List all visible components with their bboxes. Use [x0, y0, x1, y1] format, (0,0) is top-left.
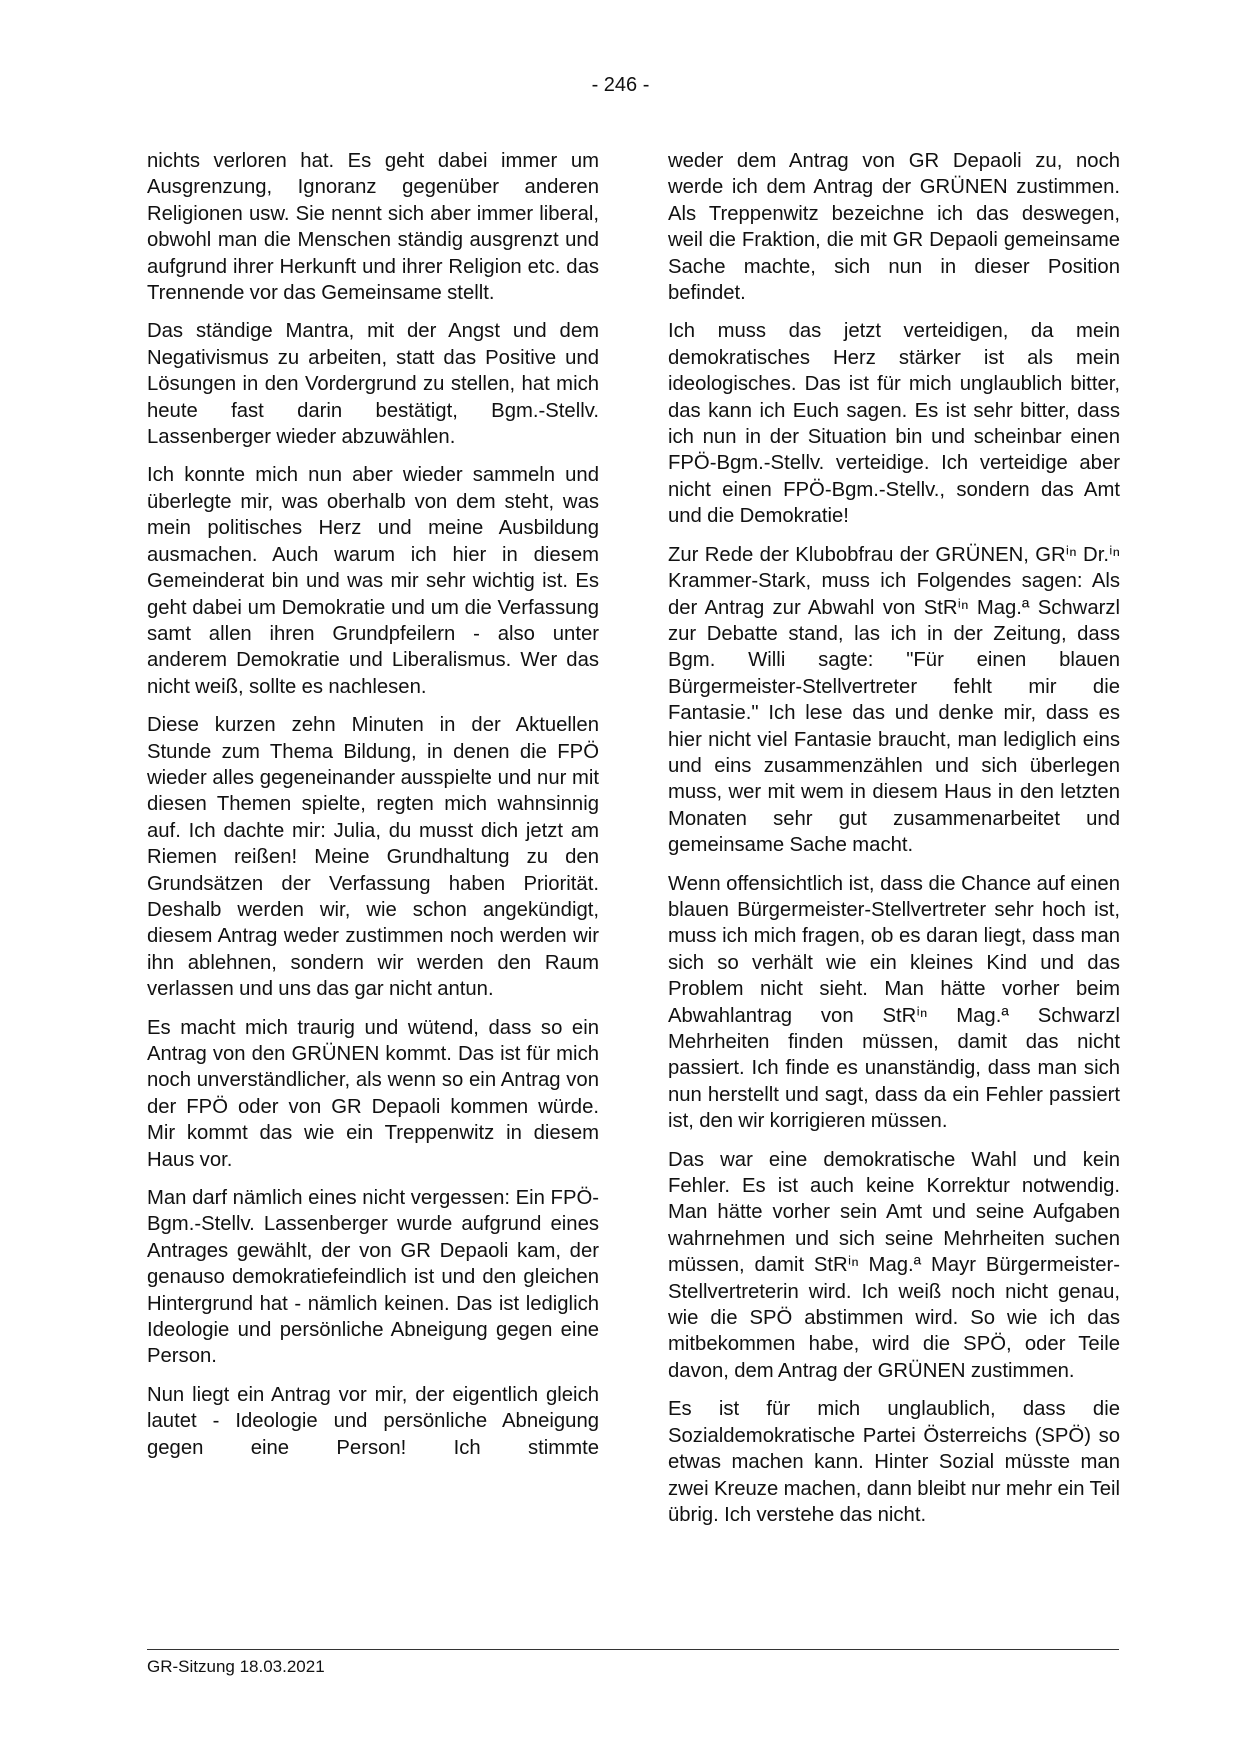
paragraph: Es macht mich traurig und wütend, dass so ein Antrag von den GRÜNEN kommt. Das ist für mich noch unverständlicher, als wenn so ein Antrag von der FPÖ oder von GR Depaoli kommen würde. Mir kommt das wie ein Treppenwitz in diesem Haus vor. — [147, 1016, 599, 1171]
left-column — [147, 148, 599, 1473]
paragraph: Das war eine demokratische Wahl und kein Fehler. Es ist auch keine Korrektur notwendig. Man hätte vorher sein Amt und seine Aufgaben wahrnehmen und sich seine Mehrheiten suchen müssen, damit StRⁱⁿ Mag.ª Mayr Bürgermeister-Stellvertreterin wird. Ich weiß noch nicht genau, wie die SPÖ abstimmen wird. So wie ich das mitbekommen habe, wird die SPÖ, oder Teile davon, dem Antrag der GRÜNEN zustimmen. — [668, 1148, 1120, 1382]
paragraph: Ich muss das jetzt verteidigen, da mein demokratisches Herz stärker ist als mein ideologisches. Das ist für mich unglaublich bitter, das kann ich Euch sagen. Es ist sehr bitter, dass ich nun in der Situation bin und scheinbar einen FPÖ-Bgm.-Stellv. verteidige. Ich verteidige aber nicht einen FPÖ-Bgm.-Stellv., sondern das Amt und die Demokratie! — [668, 320, 1120, 528]
paragraph: Zur Rede der Klubobfrau der GRÜNEN, GRⁱⁿ Dr.ⁱⁿ Krammer-Stark, muss ich Folgendes sagen: Als der Antrag zur Abwahl von StRⁱⁿ Mag.ª Schwarzl zur Debatte stand, las ich in der Zeitung, dass Bgm. Willi sagte: "Für einen blauen Bürgermeister-Stellvertreter fehlt mir die Fantasie." Ich lese das und denke mir, dass es hier nicht viel Fantasie braucht, man lediglich eins und eins zusammenzählen und sich überlegen muss, wer mit wem in diesem Haus in den letzten Monaten sehr gut zusammenarbeitet und gemeinsame Sache macht. — [668, 543, 1120, 857]
paragraph: Diese kurzen zehn Minuten in der Aktuellen Stunde zum Thema Bildung, in denen die FPÖ wieder alles gegeneinander ausspielte und nur mit diesen Themen spielte, regten mich wahnsinnig auf. Ich dachte mir: Julia, du musst dich jetzt am Riemen reißen! Meine Grundhaltung zu den Grundsätzen der Verfassung haben Priorität. Deshalb werden wir, wie schon angekündigt, diesem Antrag weder zustimmen noch werden wir ihn ablehnen, sondern wir werden den Raum verlassen und uns das gar nicht antun. — [147, 714, 599, 1001]
footer-divider — [147, 1649, 1119, 1650]
paragraph: Wenn offensichtlich ist, dass die Chance auf einen blauen Bürgermeister-Stellvertreter sehr hoch ist, muss ich mich fragen, ob es daran liegt, dass man sich so verhält wie ein kleines Kind und das Problem nicht sieht. Man hätte vorher beim Abwahlantrag von StRⁱⁿ Mag.ª Schwarzl Mehrheiten finden müssen, damit das nicht passiert. Ich finde es unanständig, dass man sich nun herstellt und sagt, dass da ein Fehler passiert ist, den wir korrigieren müssen. — [668, 872, 1120, 1133]
paragraph: Das ständige Mantra, mit der Angst und dem Negativismus zu arbeiten, statt das Positive und Lösungen in den Vordergrund zu stellen, hat mich heute fast darin bestätigt, Bgm.-Stellv. Lassenberger wieder abzuwählen. — [147, 320, 599, 449]
page-number: - 246 - — [591, 74, 650, 96]
paragraph: Man darf nämlich eines nicht vergessen: Ein FPÖ-Bgm.-Stellv. Lassenberger wurde aufgrund eines Antrages gewählt, der von GR Depaoli kam, der genauso demokratiefeindlich ist und den gleichen Hintergrund hat - nämlich keinen. Das ist lediglich Ideologie und persönliche Abneigung gegen eine Person. — [147, 1187, 599, 1368]
footer-session-date: GR-Sitzung 18.03.2021 — [147, 1657, 325, 1676]
paragraph: Es ist für mich unglaublich, dass die Sozialdemokratische Partei Österreichs (SPÖ) so etwas machen kann. Hinter Sozial müsste man zwei Kreuze machen, dann bleibt nur mehr ein Teil übrig. Ich verstehe das nicht. — [668, 1398, 1120, 1526]
paragraph: weder dem Antrag von GR Depaoli zu, noch werde ich dem Antrag der GRÜNEN zustimmen. Als Treppenwitz bezeichne ich das deswegen, weil die Fraktion, die mit GR Depaoli gemeinsame Sache machte, sich nun in dieser Position befindet. — [668, 150, 1120, 305]
right-column — [668, 148, 1120, 1540]
paragraph: Nun liegt ein Antrag vor mir, der eigentlich gleich lautet - Ideologie und persönliche Abneigung gegen eine Person! Ich stimmte — [147, 1383, 599, 1459]
paragraph: Ich konnte mich nun aber wieder sammeln und überlegte mir, was oberhalb von dem steht, was mein politisches Herz und meine Ausbildung ausmachen. Auch warum ich hier in diesem Gemeinderat bin und was mir sehr wichtig ist. Es geht dabei um Demokratie und um die Verfassung samt allen ihren Grundpfeilern - also unter anderem Demokratie und Liberalismus. Wer das nicht weiß, sollte es nachlesen. — [147, 464, 599, 698]
paragraph: nichts verloren hat. Es geht dabei immer um Ausgrenzung, Ignoranz gegenüber anderen Religionen usw. Sie nennt sich aber immer liberal, obwohl man die Menschen ständig ausgrenzt und aufgrund ihrer Herkunft und ihrer Religion etc. das Trennende vor das Gemeinsame stellt. — [147, 150, 599, 305]
